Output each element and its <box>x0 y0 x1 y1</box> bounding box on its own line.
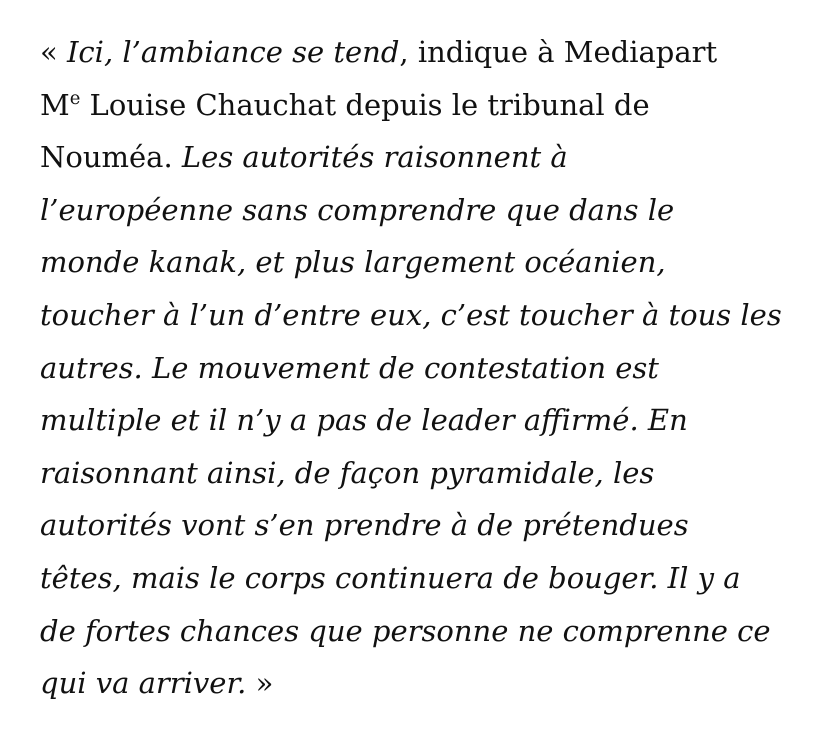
quote-text-line: toucher à l’un d’entre eux, c’est toucher à tous les <box>40 297 782 332</box>
quote-text-line: de fortes chances que personne ne comprenne ce <box>40 613 771 648</box>
quote-text-line: Les autorités raisonnent à <box>181 140 568 175</box>
quote-text-line: monde kanak, et plus largement océanien, <box>40 245 666 280</box>
quote-text-line: multiple et il n’y a pas de leader affirmé. En <box>40 403 688 438</box>
speaker-title: M <box>40 87 70 122</box>
quote-text-line: autres. Le mouvement de contestation est <box>40 350 659 385</box>
quote-line-3 <box>40 131 800 184</box>
speaker-name: Louise Chauchat depuis le tribunal de <box>80 87 650 122</box>
quote-text-line: raisonnant ainsi, de façon pyramidale, les <box>40 455 655 490</box>
quote-text-line: l’européenne sans comprendre que dans le <box>40 192 675 227</box>
quote-line-2 <box>40 79 800 132</box>
speaker-title-superscript: e <box>69 87 81 109</box>
quote-text-line: têtes, mais le corps continuera de bouger. Il y a <box>40 560 741 595</box>
quote-lead-attribution: , indique à Mediapart <box>399 35 718 69</box>
speaker-place: Nouméa. <box>40 140 182 175</box>
quote-lead-italic: Ici, l’ambiance se tend <box>66 35 400 69</box>
open-guillemet: « <box>40 35 58 69</box>
quote-paragraph <box>40 26 800 710</box>
close-guillemet: » <box>255 666 274 701</box>
quote-line-1 <box>40 26 800 79</box>
quote-text-line: qui va arriver. <box>40 666 247 701</box>
quote-text-line: autorités vont s’en prendre à de prétendues <box>40 508 689 543</box>
quote-line-last <box>40 657 800 710</box>
